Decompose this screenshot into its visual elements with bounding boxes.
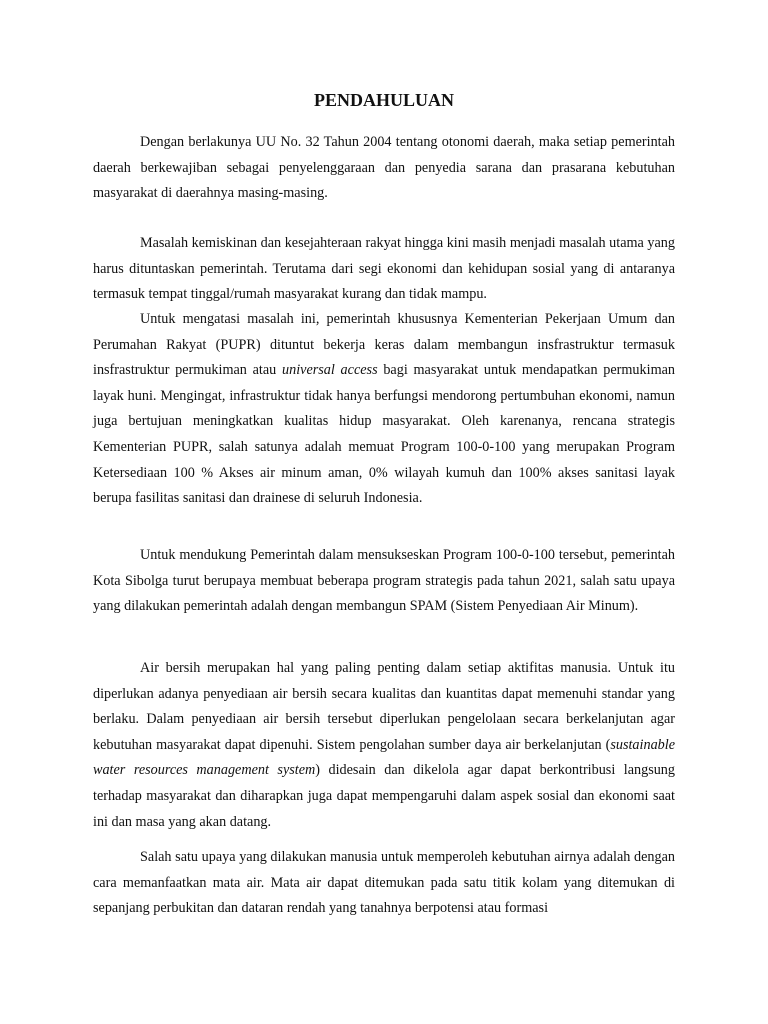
paragraph-5-italic-term: sustainable water resources management system xyxy=(93,736,675,779)
page-title: PENDAHULUAN xyxy=(313,90,454,110)
paragraph-5 xyxy=(93,656,675,835)
paragraph-6: Salah satu upaya yang dilakukan manusia untuk memperoleh kebutuhan airnya adalah dengan cara memanfaatkan mata air. Mata air dapat ditemukan pada satu titik kolam yang ditemukan di sepanjang perbukitan dan dataran rendah yang tanahnya berpotensi atau formasi xyxy=(93,849,675,917)
paragraph-5-text-before: Air bersih merupakan hal yang paling penting dalam setiap aktifitas manusia. Untuk itu diperlukan adanya penyediaan air bersih secara kualitas dan kuantitas dapat memenuhi standar yang berlaku. Dalam penyediaan air bersih tersebut diperlukan pengelolaan secara berkelanjutan agar kebutuhan masyarakat dapat dipenuhi. Sistem pengolahan sumber daya air berkelanjutan ( xyxy=(93,660,675,753)
paragraph-5-text-after: ) didesain dan dikelola agar dapat berkontribusi langsung terhadap masyarakat dan diharapkan juga dapat mempengaruhi dalam aspek sosial dan ekonomi saat ini dan masa yang akan datang. xyxy=(93,762,675,830)
paragraph-2: Masalah kemiskinan dan kesejahteraan rakyat hingga kini masih menjadi masalah utama yang harus dituntaskan pemerintah. Terutama dari segi ekonomi dan kehidupan sosial yang di antaranya termasuk tempat tinggal/rumah masyarakat kurang dan tidak mampu. xyxy=(93,235,675,303)
paragraph-3-text-before: Untuk mengatasi masalah ini, pemerintah khususnya Kementerian Pekerjaan Umum dan Perumahan Rakyat (PUPR) dituntut bekerja keras dalam membangun insfrastruktur termasuk insfrastruktur permukiman atau xyxy=(93,311,675,379)
paragraph-3-text-after: bagi masyarakat untuk mendapatkan permukiman layak huni. Mengingat, infrastruktur tidak hanya berfungsi mendorong pertumbuhan ekonomi, namun juga bertujuan meningkatkan kualitas hidup masyarakat. Oleh karenanya, rencana strategis Kementerian PUPR, salah satunya adalah memuat Program 100-0-100 yang merupakan Program Ketersediaan 100 % Akses air minum aman, 0% wilayah kumuh dan 100% akses sanitasi layak berupa fasilitas sanitasi dan drainese di seluruh Indonesia. xyxy=(93,362,675,507)
paragraph-1: Dengan berlakunya UU No. 32 Tahun 2004 tentang otonomi daerah, maka setiap pemerintah daerah berkewajiban sebagai penyelenggaraan dan penyedia sarana dan prasarana kebutuhan masyarakat di daerahnya masing-masing. xyxy=(93,134,675,202)
paragraph-3-italic-term: universal access xyxy=(282,362,378,379)
paragraph-3 xyxy=(93,307,675,512)
paragraph-4: Untuk mendukung Pemerintah dalam mensukseskan Program 100-0-100 tersebut, pemerintah Kota Sibolga turut berupaya membuat beberapa program strategis pada tahun 2021, salah satu upaya yang dilakukan pemerintah adalah dengan membangun SPAM (Sistem Penyediaan Air Minum). xyxy=(93,547,675,615)
